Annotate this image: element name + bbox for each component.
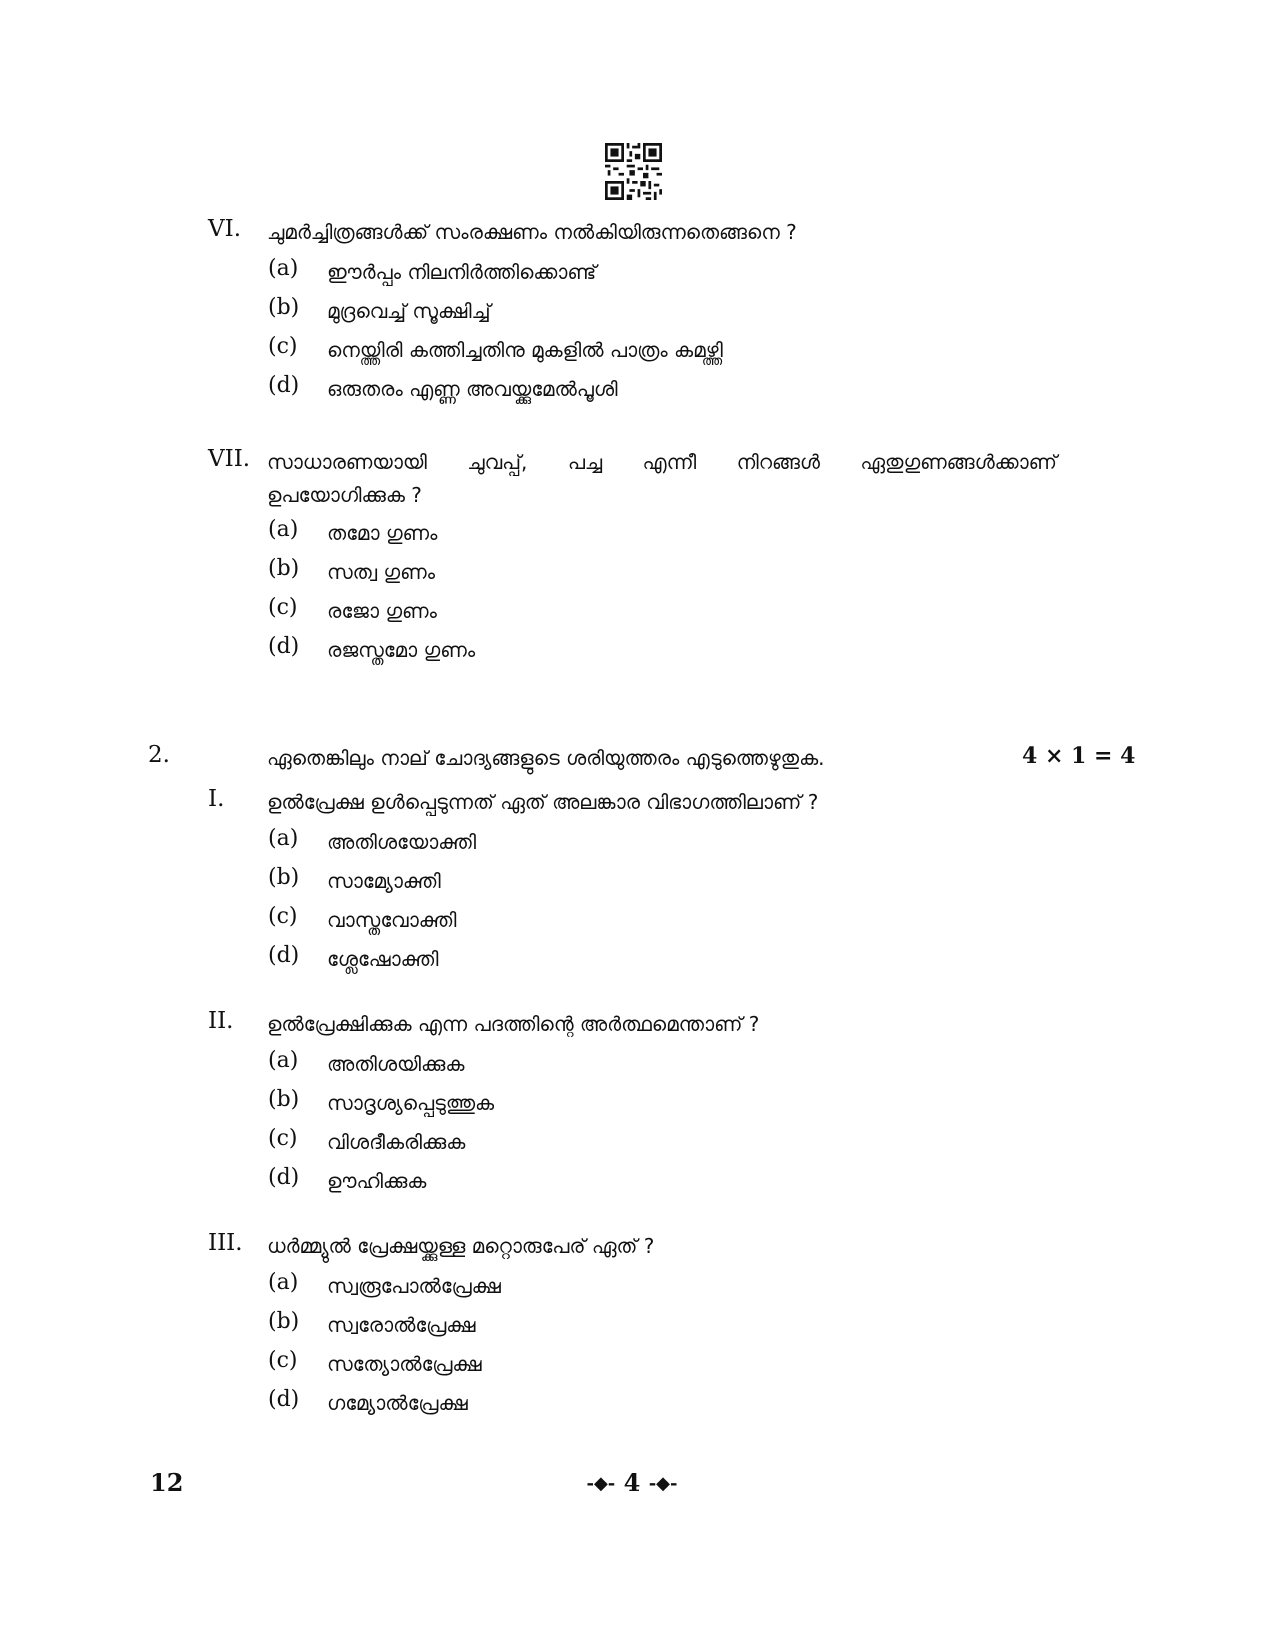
question-text: ധർമ്മ്യുൽ പ്രേക്ഷയ്ക്കുള്ള മറ്റൊരുപേര് ഏത് ? [267,1234,655,1258]
question-number: III. [208,1230,243,1256]
question-text: ഉൽപ്രേക്ഷ ഉൾപ്പെടുന്നത് ഏത് അലങ്കാര വിഭാഗത്തിലാണ് ? [267,790,819,814]
option-label: (b) [268,556,300,581]
option-text: ഗമ്യോൽപ്രേക്ഷ [327,1391,468,1415]
option-label: (c) [268,595,298,620]
paper-code: 12 [150,1468,184,1497]
option-text: ഈർപ്പം നിലനിർത്തിക്കൊണ്ട് [327,260,597,284]
option-text: അതിശയോക്തി [327,830,477,854]
option-text: സത്വ ഗുണം [327,560,436,584]
option-label: (a) [268,1270,299,1295]
option-label: (a) [268,256,299,281]
option-text: ഒരുതരം എണ്ണ അവയ്ക്കുമേൽപൂശി [327,377,618,401]
option-label: (c) [268,904,298,929]
question-number: VI. [208,216,242,242]
option-label: (b) [268,1309,300,1334]
option-label: (a) [268,517,299,542]
option-label: (c) [268,1348,298,1373]
option-label: (d) [268,1165,300,1190]
option-text: നെയ്ത്തിരി കത്തിച്ചതിനു മുകളിൽ പാത്രം കമഴ്ത്തി [327,338,723,362]
option-label: (c) [268,334,298,359]
option-text: രജോ ഗുണം [327,599,437,623]
option-text: സത്യോൽപ്രേക്ഷ [327,1352,482,1376]
option-text: അതിശയിക്കുക [327,1052,465,1076]
option-label: (b) [268,865,300,890]
page-number: 4 [623,1468,641,1497]
section-instruction: ഏതെങ്കിലും നാല് ചോദ്യങ്ങളുടെ ശരിയുത്തരം എടുത്തെഴുതുക. [267,746,825,770]
question-text: ഉൽപ്രേക്ഷിക്കുക എന്ന പദത്തിന്റെ അർത്ഥമെന്താണ് ? [267,1012,760,1036]
option-text: സാദൃശ്യപ്പെടുത്തുക [327,1091,495,1115]
option-text: സ്വരൂപോൽപ്രേക്ഷ [327,1274,501,1298]
question-text: സാധാരണയായി ചുവപ്പ്, പച്ച എന്നീ നിറങ്ങൾ ഏതുഗുണങ്ങൾക്കാണ് [267,450,1057,474]
option-text: തമോ ഗുണം [327,521,438,545]
ornament-left-icon: -◆- [586,1473,616,1494]
option-label: (d) [268,1387,300,1412]
option-text: രജസ്തമോ ഗുണം [327,638,476,662]
option-text: വിശദീകരിക്കുക [327,1130,466,1154]
option-label: (a) [268,1048,299,1073]
option-label: (d) [268,634,300,659]
question-number: II. [208,1008,234,1034]
option-text: മുദ്രവെച്ച് സൂക്ഷിച്ച് [327,299,491,323]
question-number: VII. [208,446,251,472]
ornament-right-icon: -◆- [648,1473,678,1494]
option-label: (b) [268,295,300,320]
option-text: വാസ്തവോക്തി [327,908,457,932]
option-label: (d) [268,943,300,968]
option-text: ഊഹിക്കുക [327,1169,427,1193]
option-label: (d) [268,373,300,398]
section-number: 2. [148,742,170,768]
option-text: സാമ്യോക്തി [327,869,441,893]
option-label: (c) [268,1126,298,1151]
qr-code-icon [605,143,662,200]
question-text-continued: ഉപയോഗിക്കുക ? [267,483,422,507]
question-number: I. [208,786,225,812]
page-number-block [572,1468,692,1497]
option-label: (a) [268,826,299,851]
option-text: ശ്ലേഷോക്തി [327,947,439,971]
option-text: സ്വരോൽപ്രേക്ഷ [327,1313,476,1337]
option-label: (b) [268,1087,300,1112]
question-text: ചുമർച്ചിത്രങ്ങൾക്ക് സംരക്ഷണം നൽകിയിരുന്നതെങ്ങനെ ? [267,220,797,244]
marks-allocation: 4 × 1 = 4 [1022,743,1136,769]
